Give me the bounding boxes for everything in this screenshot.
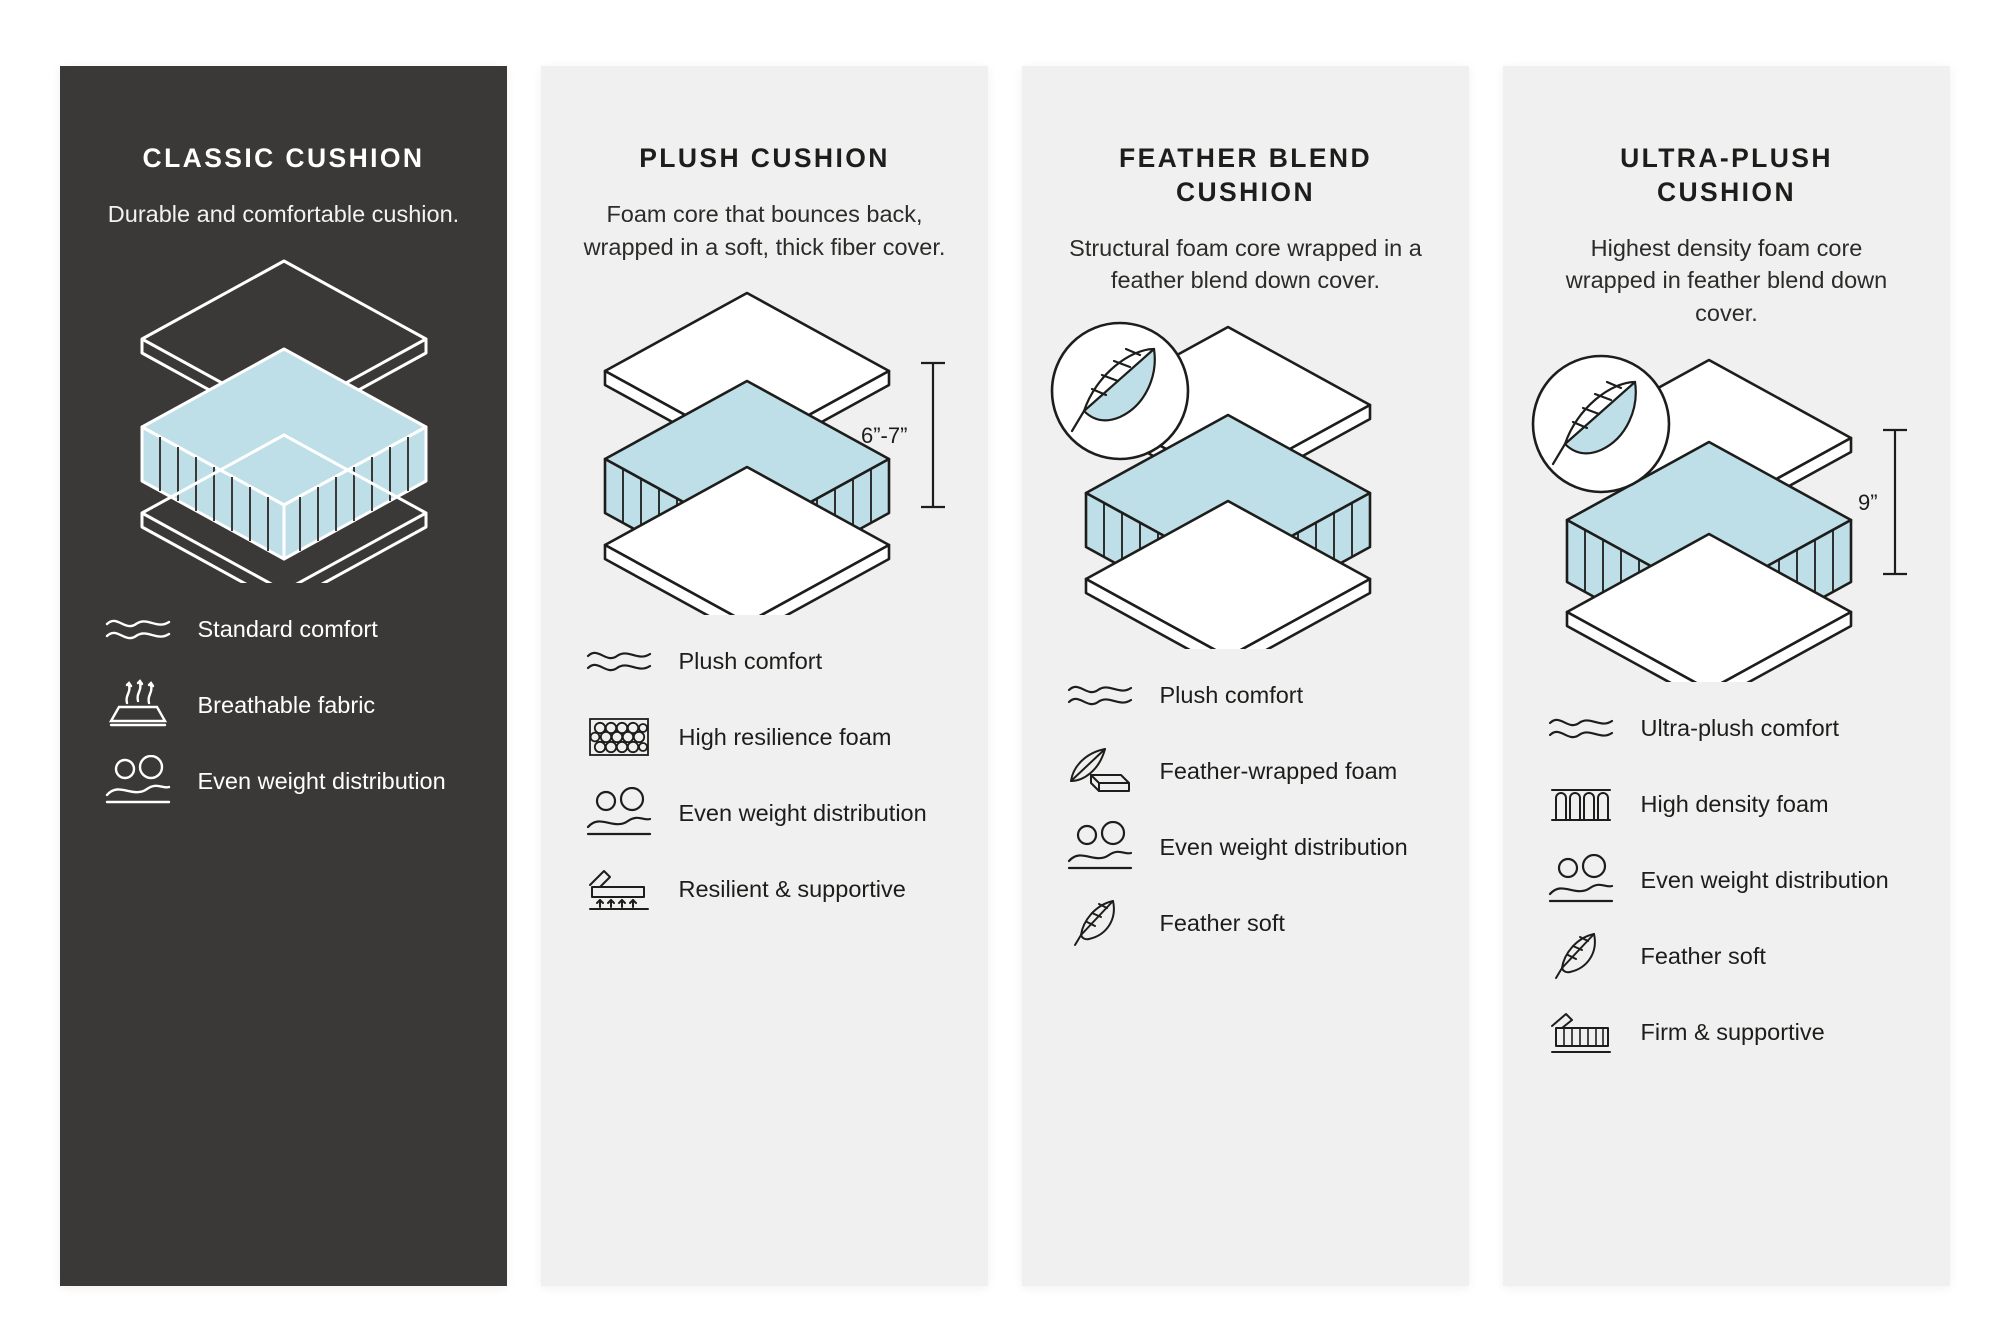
list-item [1062, 819, 1430, 875]
wave-comfort-icon [1543, 700, 1619, 756]
feature-label: Resilient & supportive [678, 876, 906, 903]
feature-label: Even weight distribution [197, 767, 446, 794]
feature-label: Plush comfort [678, 648, 823, 675]
feature-list [581, 633, 949, 917]
list-item [1543, 852, 1911, 908]
list-item [581, 709, 949, 765]
cushion-exploded-diagram [541, 285, 988, 615]
honeycomb-foam-icon [581, 709, 657, 765]
page-title: ULTRA-PLUSH CUSHION [1620, 143, 1833, 207]
feature-label: Standard comfort [197, 615, 378, 642]
feature-label: Feather-wrapped foam [1159, 758, 1398, 785]
high-density-foam-icon [1543, 776, 1619, 832]
feature-list [1543, 700, 1911, 1060]
list-item [100, 601, 468, 657]
list-item [1062, 895, 1430, 951]
dimension-label: 9” [1858, 489, 1878, 515]
cushion-card-plush-cushion[interactable] [541, 66, 988, 1286]
feature-list [1062, 667, 1430, 951]
page-title: CLASSIC CUSHION [142, 143, 425, 173]
even-weight-distribution-icon [100, 753, 176, 809]
list-item [1062, 667, 1430, 723]
list-item [581, 861, 949, 917]
breathable-fabric-icon [100, 677, 176, 733]
feather-wrapped-foam-icon [1062, 743, 1138, 799]
list-item [581, 633, 949, 689]
card-description: Highest density foam core wrapped in feather blend down cover. [1565, 234, 1888, 327]
feature-list [100, 601, 468, 809]
feature-label: Even weight distribution [1159, 834, 1408, 861]
even-weight-distribution-icon [1543, 852, 1619, 908]
feature-label: Feather soft [1640, 942, 1766, 969]
wave-comfort-icon [100, 601, 176, 657]
feather-icon [1062, 895, 1138, 951]
cushion-exploded-diagram [1503, 352, 1950, 682]
cushion-card-ultra-plush-cushion[interactable] [1503, 66, 1950, 1286]
list-item [1543, 928, 1911, 984]
even-weight-distribution-icon [1062, 819, 1138, 875]
list-item [581, 785, 949, 841]
feature-label: Firm & supportive [1640, 1018, 1825, 1045]
resilient-support-icon [581, 861, 657, 917]
even-weight-distribution-icon [581, 785, 657, 841]
page-title: FEATHER BLEND CUSHION [1118, 143, 1372, 207]
cushion-card-classic-cushion[interactable] [60, 66, 507, 1286]
list-item [100, 753, 468, 809]
feature-label: Even weight distribution [1640, 866, 1889, 893]
cushion-exploded-diagram [60, 253, 507, 583]
list-item [1543, 700, 1911, 756]
feather-badge-icon [1052, 323, 1188, 459]
cushion-exploded-diagram [1022, 319, 1469, 649]
feather-badge-icon [1533, 356, 1669, 492]
list-item [1543, 776, 1911, 832]
card-description: Structural foam core wrapped in a feather blend down cover. [1069, 234, 1422, 294]
feature-label: Plush comfort [1159, 682, 1304, 709]
feature-label: Even weight distribution [678, 800, 927, 827]
feature-label: High resilience foam [678, 724, 892, 751]
list-item [1543, 1004, 1911, 1060]
dimension-label: 6”-7” [861, 423, 908, 449]
list-item [1062, 743, 1430, 799]
feature-label: Breathable fabric [197, 691, 376, 718]
cushion-card-feather-blend-cushion[interactable] [1022, 66, 1469, 1286]
feature-label: Ultra-plush comfort [1640, 714, 1839, 741]
firm-support-icon [1543, 1004, 1619, 1060]
wave-comfort-icon [581, 633, 657, 689]
feather-icon [1543, 928, 1619, 984]
list-item [100, 677, 468, 733]
wave-comfort-icon [1062, 667, 1138, 723]
card-description: Foam core that bounces back, wrapped in a soft, thick fiber cover. [583, 200, 946, 260]
feature-label: High density foam [1640, 790, 1829, 817]
page-title: PLUSH CUSHION [639, 143, 890, 173]
card-description: Durable and comfortable cushion. [107, 200, 460, 227]
feature-label: Feather soft [1159, 910, 1285, 937]
